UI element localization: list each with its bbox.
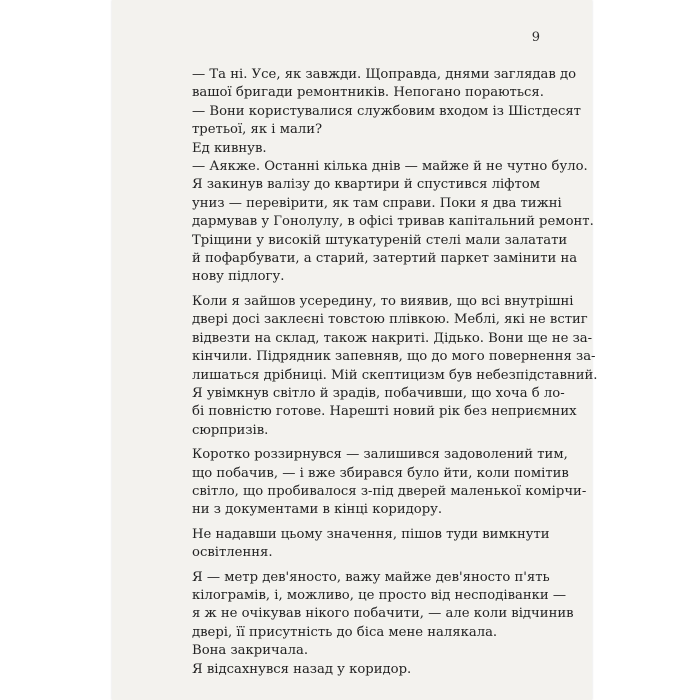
text-line: Коротко роззирнувся — залишився задоволений тим, <box>192 447 568 463</box>
paragraph <box>176 66 577 103</box>
text-line: я ж не очікував нікого побачити, — але коли відчинив <box>192 606 574 622</box>
text-line: кілограмів, і, можливо, це просто від несподіванки — <box>192 587 567 603</box>
text-line: двері досі заклеєні товстою плівкою. Меблі, які не встиг <box>192 312 588 328</box>
text-line: Я увімкнув світло й зрадів, побачивши, що хоча б ло- <box>192 385 565 401</box>
page-number: 9 <box>531 30 540 45</box>
paragraph <box>176 140 540 158</box>
paragraph <box>176 158 588 176</box>
text-line: Я — метр дев'яносто, важу майже дев'яносто п'ять <box>192 569 550 585</box>
paragraph <box>176 293 598 385</box>
paragraph <box>176 176 594 286</box>
text-line: бі повністю готове. Нарешті новий рік без неприємних <box>192 404 577 420</box>
text-line: що побачив, — і вже збирався було йти, коли помітив <box>192 465 569 481</box>
text-line: освітлення. <box>192 545 273 561</box>
body-text <box>176 66 598 679</box>
text-line: дармував у Гонолулу, в офісі тривав капітальний ремонт. <box>192 214 594 230</box>
text-line: кінчили. Підрядник запевняв, що до мого повернення за- <box>192 349 596 365</box>
text-line: Я закинув валізу до квартири й спустився ліфтом <box>192 177 540 193</box>
text-line: Коли я зайшов усередину, то виявив, що всі внутрішні <box>192 293 574 309</box>
text-line: двері, її присутність до біса мене налякала. <box>192 624 498 640</box>
text-line: й пофарбувати, а старий, затертий паркет замінити на <box>192 251 578 267</box>
paragraph <box>176 385 577 440</box>
text-line: ни з документами в кінці коридору. <box>192 502 443 518</box>
text-line: третьої, як і мали? <box>192 122 323 138</box>
text-line: Тріщини у високій штукатуреній стелі мали залатати <box>192 232 568 248</box>
text-line: сюрпризів. <box>192 422 269 438</box>
text-line: Не надавши цьому значення, пішов туди вимкнути <box>192 526 550 542</box>
text-line: — Та ні. Усе, як завжди. Щоправда, днями заглядав до <box>192 67 577 82</box>
text-line: лишаться дрібниці. Мій скептицизм був небезпідставний. <box>192 367 598 383</box>
text-line: відвезти на склад, також накриті. Дідько. Вони ще не за- <box>192 330 593 346</box>
paragraph <box>176 661 540 679</box>
text-line: Я відсахнувся назад у коридор. <box>192 661 412 677</box>
text-line: Ед кивнув. <box>192 140 267 156</box>
paragraph <box>176 569 574 643</box>
book-page <box>112 0 598 700</box>
paragraph <box>176 526 550 563</box>
text-line: — Аякже. Останні кілька днів — майже й не чутно було. <box>192 159 588 175</box>
paragraph <box>176 642 540 660</box>
text-line: вашої бригади ремонтників. Непогано пораються. <box>192 85 544 101</box>
paragraph <box>176 103 581 140</box>
text-line: світло, що пробивалося з-під дверей маленької комірчи- <box>192 483 587 499</box>
text-line: — Вони користувалися службовим входом із Шістдесят <box>192 103 581 119</box>
paragraph <box>176 446 587 520</box>
text-line: Вона закричала. <box>192 643 309 659</box>
text-line: нову підлогу. <box>192 269 285 285</box>
text-line: униз — перевірити, як там справи. Поки я два тижні <box>192 195 562 211</box>
